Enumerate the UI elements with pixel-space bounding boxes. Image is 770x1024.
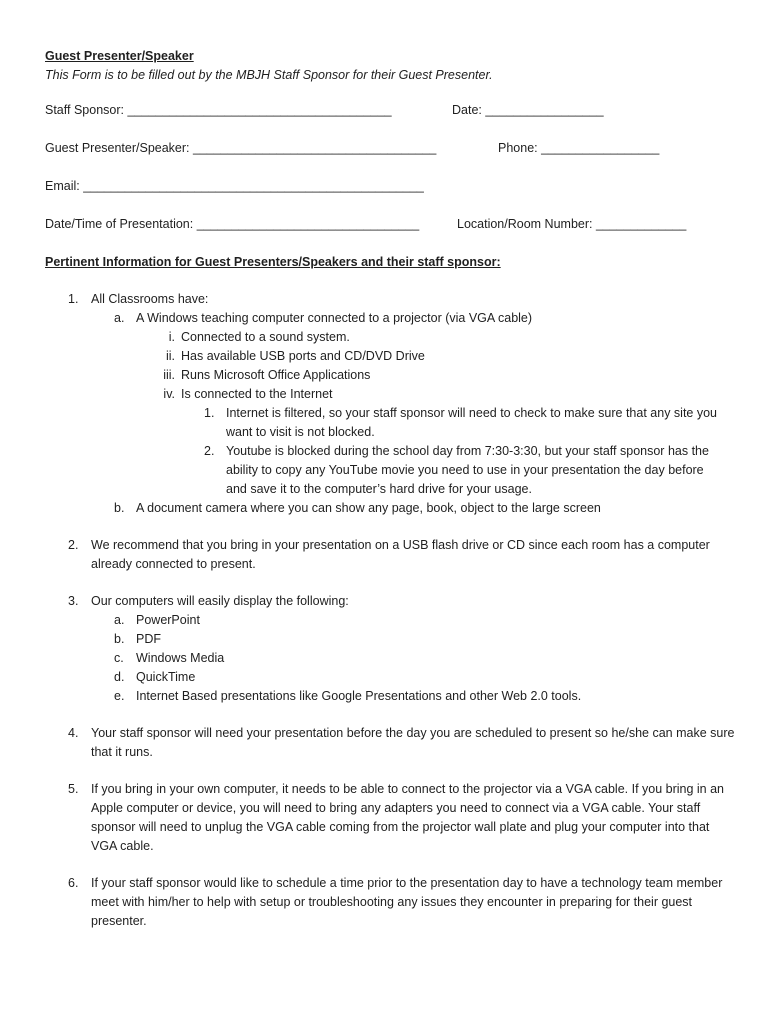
list-item-1a-i: i. Connected to a sound system.	[168, 330, 350, 344]
location-field[interactable]: Location/Room Number: _____________	[457, 217, 687, 231]
list-item-1a-iv: iv. Is connected to the Internet 1. Internet is filtered, so your staff sponsor will need to check to make sure that any site you want to visit is not blocked. 2. Youtube is blocked during the school day from 7:30-3:30, but your staff sponsor has the ability to copy any YouTube movie you need to use in your presentation the day before and save it to the computer’s hard drive for your usage.	[181, 385, 735, 499]
field-row-guest	[45, 141, 735, 160]
form-subtitle: This Form is to be filled out by the MBJH Staff Sponsor for their Guest Presenter.	[45, 68, 493, 82]
list-item-1: 1. All Classrooms have: a. A Windows teaching computer connected to a projector (via VGA cable) i. Connected to a sound system. ii. Has available USB ports and CD/DVD Drive iii. Runs Microsoft Office Applications iv. Is connected to the Internet 1. Internet is filtered, so your staff sponsor will need to check to make sure that any site you want to visit is not blocked. 2. Youtube is blocked during the school day from 7:30-3:30, but your staff sponsor has the ability to copy any YouTube movie you need to use in your presentation the day before and save it to the computer’s hard drive for your usage. b. A document camera where you can show any page, book, object to the large screen	[45, 290, 735, 518]
email-field[interactable]: Email: _________________________________________________	[45, 179, 424, 193]
list-item-3: 3. Our computers will easily display the following: a. PowerPoint b. PDF c. Windows Media d. QuickTime e. Internet Based presentations like Google Presentations and other Web 2.0 tools.	[45, 592, 735, 706]
list-item-4: 4. Your staff sponsor will need your presentation before the day you are scheduled to present so he/she can make sure that it runs.	[68, 726, 735, 759]
sublist-classrooms	[91, 309, 735, 518]
list-item-1a-iv-1: 1. Internet is filtered, so your staff sponsor will need to check to make sure that any site you want to visit is not blocked.	[204, 406, 717, 439]
sublist-internet	[181, 404, 735, 499]
section-heading: Pertinent Information for Guest Presenters/Speakers and their staff sponsor:	[45, 255, 501, 269]
sublist-formats	[91, 611, 735, 706]
list-item-1a-ii: ii. Has available USB ports and CD/DVD Drive	[165, 349, 425, 363]
list-item-3a: a. PowerPoint	[114, 613, 200, 627]
field-row-email	[45, 179, 735, 198]
list-item-3e: e. Internet Based presentations like Google Presentations and other Web 2.0 tools.	[114, 689, 582, 703]
staff-sponsor-field[interactable]: Staff Sponsor: ______________________________________	[45, 103, 392, 117]
list-item-3d: d. QuickTime	[114, 670, 196, 684]
guest-presenter-field[interactable]: Guest Presenter/Speaker: ___________________________________	[45, 141, 437, 155]
list-item-1a: a. A Windows teaching computer connected to a projector (via VGA cable) i. Connected to a sound system. ii. Has available USB ports and CD/DVD Drive iii. Runs Microsoft Office Applications iv. Is connected to the Internet 1. Internet is filtered, so your staff sponsor will need to check to make sure that any site you want to visit is not blocked. 2. Youtube is blocked during the school day from 7:30-3:30, but your staff sponsor has the ability to copy any YouTube movie you need to use in your presentation the day before and save it to the computer’s hard drive for your usage.	[136, 309, 735, 499]
info-list	[45, 290, 735, 931]
list-item-1a-iv-2: 2. Youtube is blocked during the school day from 7:30-3:30, but your staff sponsor has the ability to copy any YouTube movie you need to use in your presentation the day before and save it to the computer’s hard drive for your usage.	[204, 444, 709, 496]
list-item-2: 2. We recommend that you bring in your presentation on a USB flash drive or CD since each room has a computer already connected to present.	[68, 538, 710, 571]
form-title: Guest Presenter/Speaker	[45, 49, 194, 63]
field-row-sponsor	[45, 103, 735, 122]
list-item-1a-iii: iii. Runs Microsoft Office Applications	[163, 368, 371, 382]
field-row-datetime	[45, 217, 735, 236]
phone-field[interactable]: Phone: _________________	[498, 141, 660, 155]
document-page	[45, 48, 735, 949]
list-item-1b: b. A document camera where you can show any page, book, object to the large screen	[114, 501, 601, 515]
list-item-3c: c. Windows Media	[114, 651, 225, 665]
list-item-6: 6. If your staff sponsor would like to schedule a time prior to the presentation day to have a technology team member meet with him/her to help with setup or troubleshooting any issues they encounter in preparing for their guest presenter.	[68, 876, 723, 928]
date-time-field[interactable]: Date/Time of Presentation: ________________________________	[45, 217, 420, 231]
list-item-3b: b. PDF	[114, 632, 161, 646]
sublist-computer	[136, 328, 735, 499]
list-item-5: 5. If you bring in your own computer, it needs to be able to connect to the projector via a VGA cable. If you bring in an Apple computer or device, you will need to bring any adapters you need to connect via a VGA cable. Your staff sponsor will need to unplug the VGA cable coming from the projector wall plate and plug your computer into that VGA cable.	[68, 782, 725, 853]
date-field[interactable]: Date: _________________	[452, 103, 604, 117]
